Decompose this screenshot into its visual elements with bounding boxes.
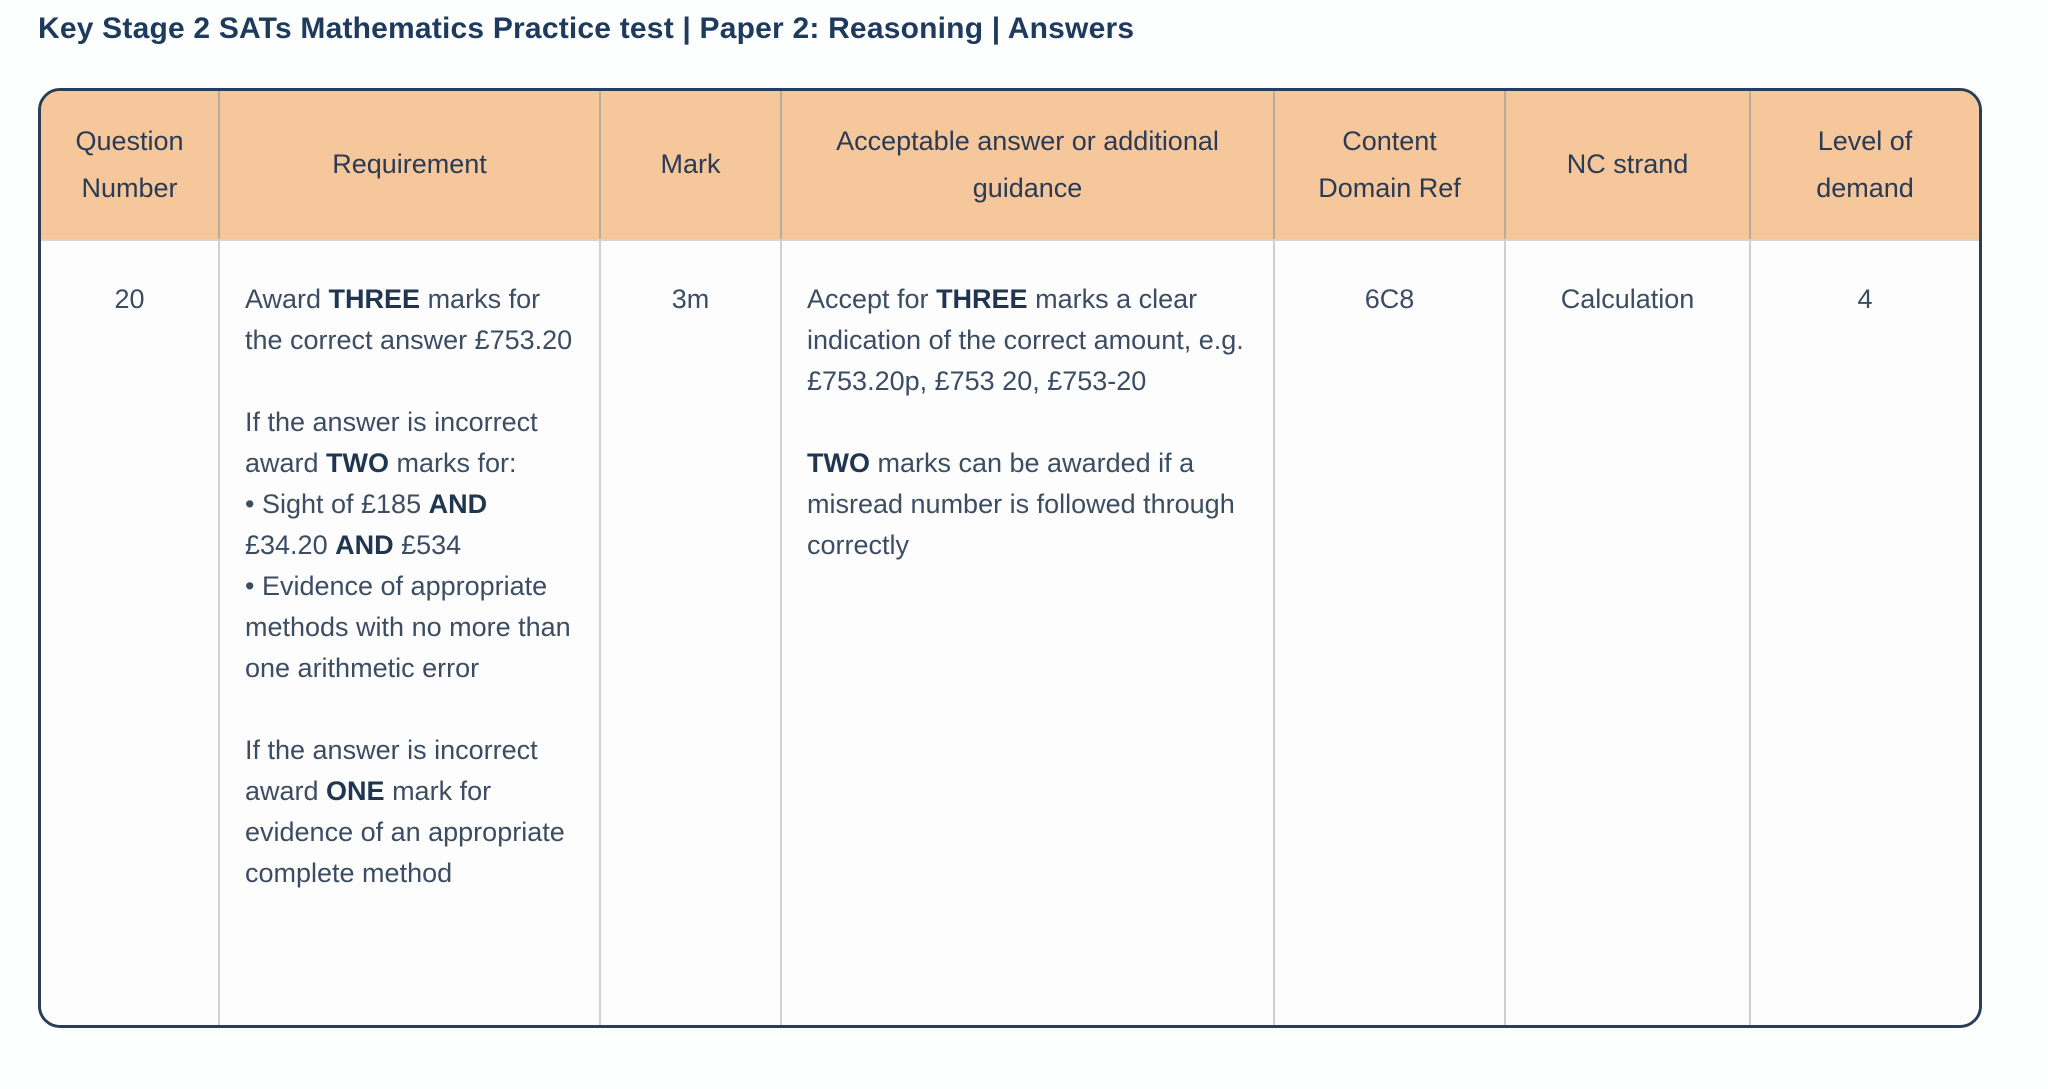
answers-table-container [38,88,1982,1028]
header-cell-mark: Mark [600,91,781,240]
table-row [41,240,1979,1025]
cell-acceptable-answer: Accept for THREE marks a clear indication of the correct amount, e.g. £753.20p, £753 20, £753-20 TWO marks can be awarded if a misread number is followed through correctly [781,240,1274,1025]
header-cell-acceptable-answer: Acceptable answer or additional guidance [781,91,1274,240]
cell-mark: 3m [600,240,781,1025]
cell-content-domain-ref: 6C8 [1274,240,1505,1025]
header-cell-nc-strand: NC strand [1505,91,1750,240]
header-cell-level-of-demand: Level of demand [1750,91,1979,240]
cell-nc-strand: Calculation [1505,240,1750,1025]
cell-question-number: 20 [41,240,219,1025]
page-title: Key Stage 2 SATs Mathematics Practice test | Paper 2: Reasoning | Answers [38,12,1135,45]
table-header-row [41,91,1979,240]
cell-level-of-demand: 4 [1750,240,1979,1025]
answers-table [41,91,1979,1025]
header-cell-requirement: Requirement [219,91,600,240]
header-cell-content-domain-ref: Content Domain Ref [1274,91,1505,240]
header-cell-question-number: Question Number [41,91,219,240]
cell-requirement: Award THREE marks for the correct answer £753.20 If the answer is incorrect award TWO marks for: • Sight of £185 AND £34.20 AND £534 • Evidence of appropriate methods with no more than one arithmetic error If the answer is incorrect award ONE mark for evidence of an appropriate complete method [219,240,600,1025]
